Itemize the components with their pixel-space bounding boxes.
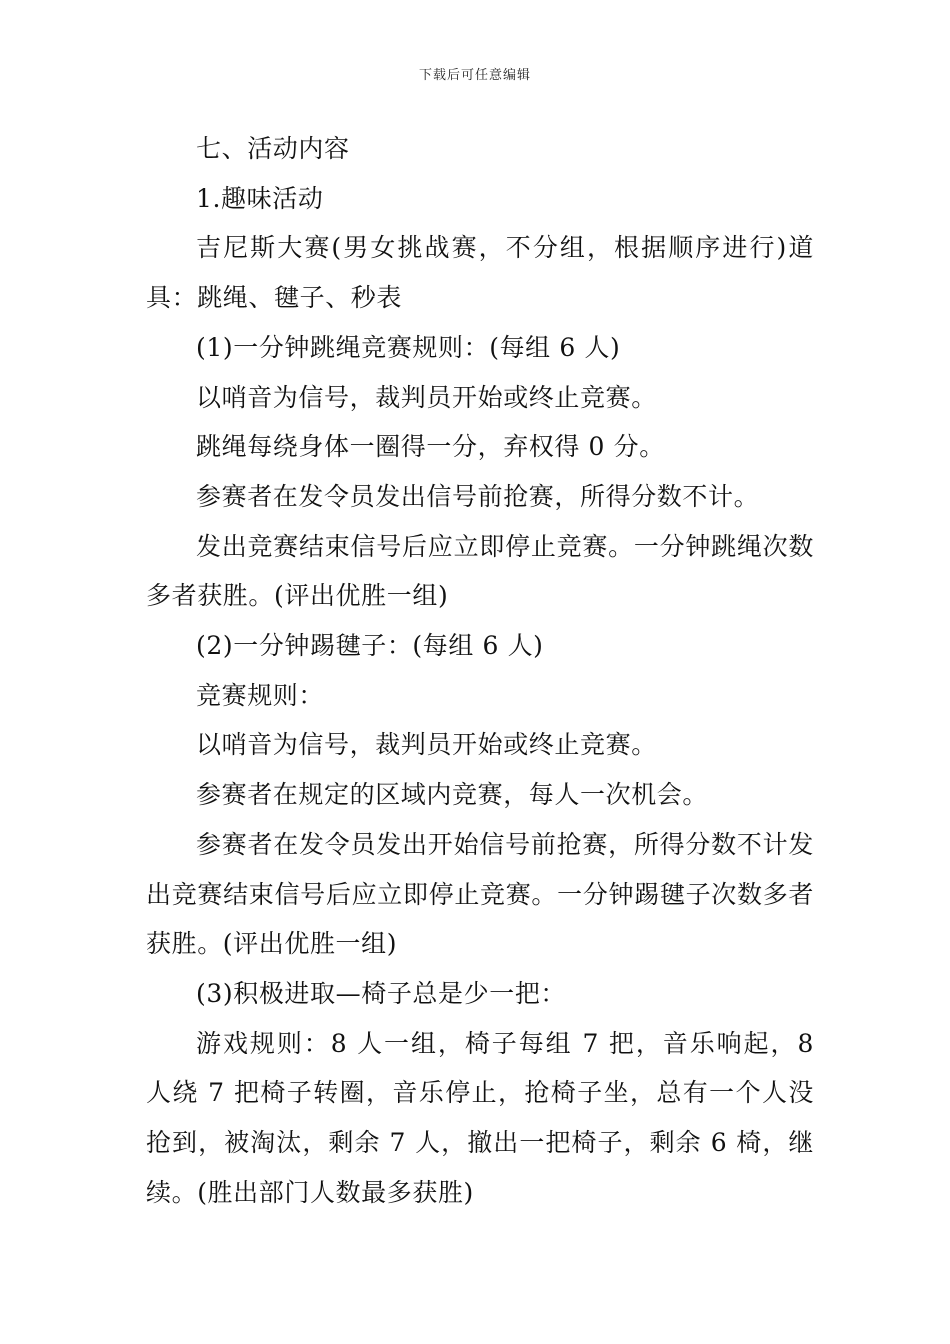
paragraph: 以哨音为信号，裁判员开始或终止竞赛。 (196, 730, 657, 760)
paragraph: 以哨音为信号，裁判员开始或终止竞赛。 (196, 382, 657, 412)
subsection-heading: 1.趣味活动 (196, 183, 324, 213)
item-heading: (1)一分钟跳绳竞赛规则：(每组 6 人) (196, 332, 621, 362)
paragraph: 游戏规则：8 人一组，椅子每组 7 把，音乐响起，8 人绕 7 把椅子转圈，音乐停止，抢椅子坐，总有一个人没抢到，被淘汰，剩余 7 人，撤出一把椅子，剩余 6 椅，继续。(胜出部门人数最多获胜) (146, 1028, 814, 1207)
item-heading: (3)积极进取—椅子总是少一把： (196, 978, 567, 1008)
paragraph: 参赛者在发令员发出信号前抢赛，所得分数不计。 (196, 481, 760, 511)
item-heading: (2)一分钟踢毽子：(每组 6 人) (196, 631, 544, 661)
paragraph: 参赛者在发令员发出开始信号前抢赛，所得分数不计发出竞赛结束信号后应立即停止竞赛。一分钟踢毽子次数多者获胜。(评出优胜一组) (146, 829, 814, 959)
paragraph: 发出竞赛结束信号后应立即停止竞赛。一分钟跳绳次数多者获胜。(评出优胜一组) (146, 531, 814, 611)
paragraph: 竞赛规则： (196, 680, 325, 710)
paragraph: 吉尼斯大赛(男女挑战赛，不分组，根据顺序进行)道具：跳绳、毽子、秒表 (146, 233, 814, 313)
section-heading: 七、活动内容 (196, 134, 350, 163)
paragraph: 跳绳每绕身体一圈得一分，弃权得 0 分。 (196, 432, 665, 462)
document-body (146, 124, 814, 1217)
header-note: 下载后可任意编辑 (418, 68, 531, 83)
paragraph: 参赛者在规定的区域内竞赛，每人一次机会。 (196, 780, 709, 810)
